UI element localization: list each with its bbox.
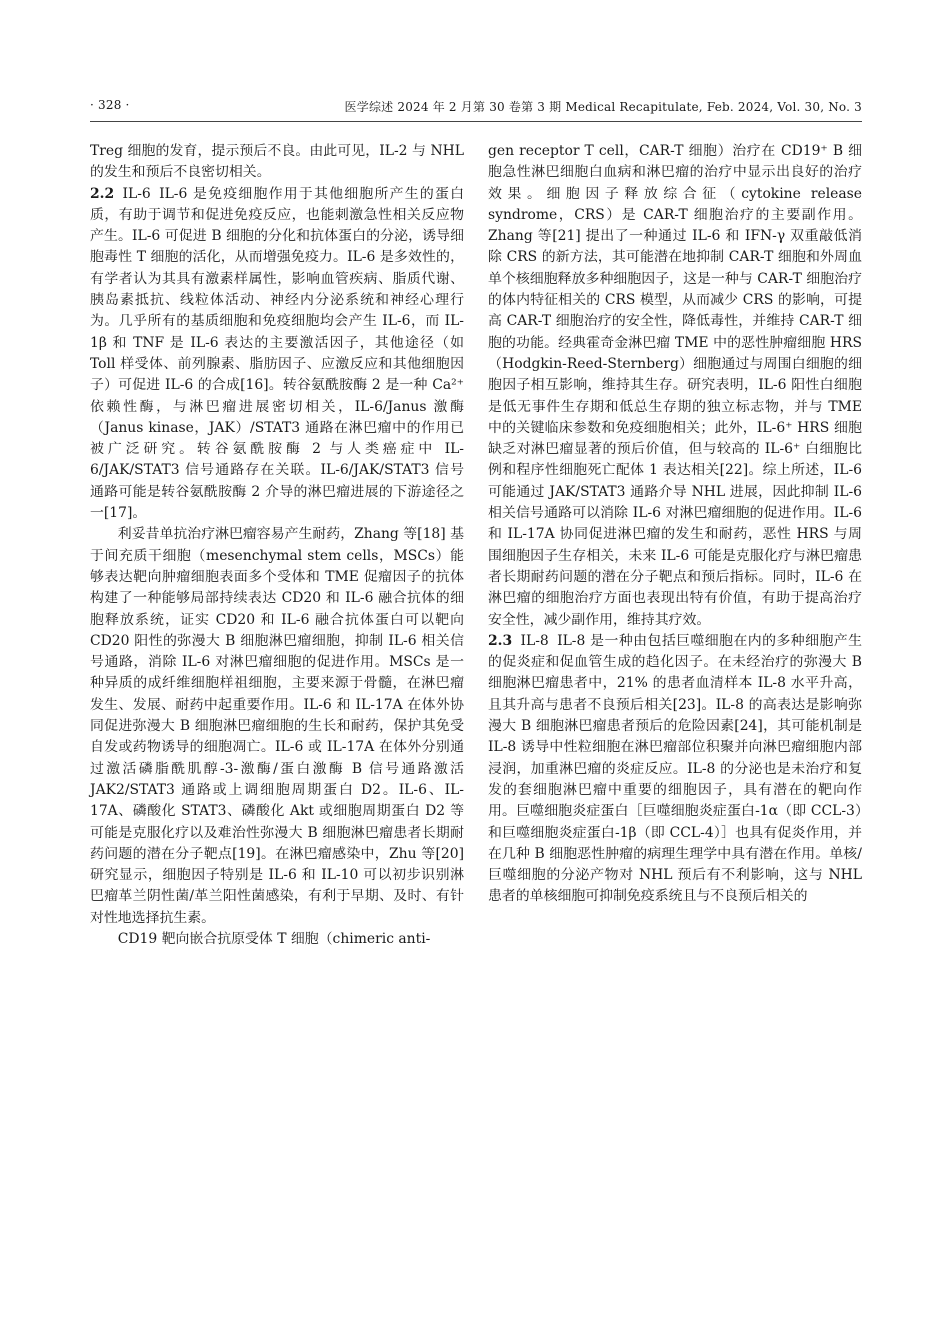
section-body: IL-8 是一种由包括巨噬细胞在内的多种细胞产生的促炎症和促血管生成的趋化因子。在未经治疗的弥漫大 B 细胞淋巴瘤患者中，21% 的患者血清样本 IL-8 水平升高，且其升高与患者不良预后相关[23]。IL-8 的高表达是影响弥漫大 B 细胞淋巴瘤患者预后的危险因素[24]，其可能机制是 IL-8 诱导中性粒细胞在淋巴瘤部位积聚并向淋巴瘤细胞内部浸润，加重淋巴瘤的炎症反应。IL-8 的分泌也是未治疗和复发的套细胞淋巴瘤中重要的细胞因子，具有潜在的靶向作用。巨噬细胞炎症蛋白［巨噬细胞炎症蛋白-1α（即 CCL-3）和巨噬细胞炎症蛋白-1β（即 CCL-4）］也具有促炎作用，并在几种 B 细胞恶性肿瘤的病理生理学中具有潜在作用。单核/巨噬细胞的分泌产物对 NHL 预后有不利影响，这与 NHL 患者的单核细胞可抑制免疫系统且与不良预后相关的 bbox=[488, 632, 862, 905]
section-number: 2.3 bbox=[488, 632, 513, 649]
section-title: IL-6 bbox=[122, 185, 151, 202]
left-column bbox=[90, 141, 464, 950]
section-2-3 bbox=[488, 631, 862, 908]
section-title: IL-8 bbox=[520, 632, 549, 649]
paragraph: gen receptor T cell，CAR-T 细胞）治疗在 CD19⁺ B 细胞急性淋巴细胞白血病和淋巴瘤的治疗中显示出良好的治疗效果。细胞因子释放综合征（cytokine release syndrome，CRS）是 CAR-T 细胞治疗的主要副作用。Zhang 等[21] 提出了一种通过 IL-6 和 IFN-γ 双重敲低消除 CRS 的新方法，其可能潜在地抑制 CAR-T 细胞和外周血单个核细胞释放多种细胞因子，这是一种与 CAR-T 细胞治疗的体内特征相关的 CRS 模型，从而减少 CRS 的影响，可提高 CAR-T 细胞治疗的安全性，降低毒性，并维持 CAR-T 细胞的功能。经典霍奇金淋巴瘤 TME 中的恶性肿瘤细胞 HRS（Hodgkin-Reed-Sternberg）细胞通过与周围白细胞的细胞因子相互影响，维持其生存。研究表明，IL-6 阳性白细胞是低无事件生存期和低总生存期的独立标志物，并与 TME 中的关键临床参数和免疫细胞相关；此外，IL-6⁺ HRS 细胞缺乏对淋巴瘤显著的预后价值，但与较高的 IL-6⁺ 白细胞比例和程序性细胞死亡配体 1 表达相关[22]。综上所述，IL-6 可能通过 JAK/STAT3 通路介导 NHL 进展，因此抑制 IL-6 相关信号通路可以消除 IL-6 对淋巴瘤细胞的促进作用。IL-6 和 IL-17A 协同促进淋巴瘤的发生和耐药，恶性 HRS 与周围细胞因子生存相关，未来 IL-6 可能是克服化疗与淋巴瘤患者长期耐药问题的潜在分子靶点和预后指标。同时，IL-6 在淋巴瘤的细胞治疗方面也表现出特有价值，有助于提高治疗安全性，减少副作用，维持其疗效。 bbox=[488, 143, 862, 628]
page-number: · 328 · bbox=[90, 98, 130, 112]
paragraph: 利妥昔单抗治疗淋巴瘤容易产生耐药，Zhang 等[18] 基于间充质干细胞（mesenchymal stem cells，MSCs）能够表达靶向肿瘤细胞表面多个受体和 TME 促瘤因子的抗体构建了一种能够局部持续表达 CD20 和 IL-6 融合抗体的细胞释放系统，证实 CD20 和 IL-6 融合抗体蛋白可以靶向 CD20 阳性的弥漫大 B 细胞淋巴瘤细胞，抑制 IL-6 相关信号通路，消除 IL-6 对淋巴瘤细胞的促进作用。MSCs 是一种异质的成纤维细胞样祖细胞，主要来源于骨髓，在淋巴瘤发生、发展、耐药中起重要作用。IL-6 和 IL-17A 在体外协同促进弥漫大 B 细胞淋巴瘤细胞的生长和耐药，保护其免受自发或药物诱导的细胞凋亡。IL-6 或 IL-17A 在体外分别通过激活磷脂酰肌醇-3-激酶/蛋白激酶 B 信号通路激活 JAK2/STAT3 通路或上调细胞周期蛋白 D2。IL-6、IL-17A、磷酸化 STAT3、磷酸化 Akt 或细胞周期蛋白 D2 等可能是克服化疗以及难治性弥漫大 B 细胞淋巴瘤患者长期耐药问题的潜在分子靶点[19]。在淋巴瘤感染中，Zhu 等[20] 研究显示，细胞因子特别是 IL-6 和 IL-10 可以初步识别淋巴瘤革兰阴性菌/革兰阳性菌感染，有利于早期、及时、有针对性地选择抗生素。 bbox=[90, 526, 464, 926]
section-number: 2.2 bbox=[90, 185, 115, 202]
section-body: IL-6 是免疫细胞作用于其他细胞所产生的蛋白质，有助于调节和促进免疫反应，也能刺激急性相关反应物产生。IL-6 可促进 B 细胞的分化和抗体蛋白的分泌，诱导细胞毒性 T 细胞的活化，从而增强免疫力。IL-6 是多效性的，有学者认为其具有激素样属性，影响血管疾病、脂质代谢、胰岛素抵抗、线粒体活动、神经内分泌系统和神经心理行为。几乎所有的基质细胞和免疫细胞均会产生 IL-6，而 IL-1β 和 TNF 是 IL-6 表达的主要激活因子，其他途径（如 Toll 样受体、前列腺素、脂肪因子、应激反应和其他细胞因子）可促进 IL-6 的合成[16]。转谷氨酰胺酶 2 是一种 Ca²⁺ 依赖性酶，与淋巴瘤进展密切相关，IL-6/Janus 激酶（Janus kinase，JAK）/STAT3 通路在淋巴瘤中的作用已被广泛研究。转谷氨酰胺酶 2 与人类癌症中 IL-6/JAK/STAT3 信号通路存在关联。IL-6/JAK/STAT3 信号通路可能是转谷氨酰胺酶 2 介导的淋巴瘤进展的下游途径之一[17]。 bbox=[90, 185, 464, 522]
paragraph: Treg 细胞的发育，提示预后不良。由此可见，IL-2 与 NHL 的发生和预后不良密切相关。 bbox=[90, 143, 464, 181]
running-header bbox=[90, 98, 862, 118]
paragraph: CD19 靶向嵌合抗原受体 T 细胞（chimeric anti- bbox=[117, 930, 431, 947]
section-2-2 bbox=[90, 184, 464, 525]
header-rule bbox=[90, 121, 862, 122]
journal-citation-line: 医学综述 2024 年 2 月第 30 卷第 3 期 Medical Recapitulate, Feb. 2024, Vol. 30, No. 3 bbox=[344, 100, 862, 114]
right-column bbox=[488, 141, 862, 908]
